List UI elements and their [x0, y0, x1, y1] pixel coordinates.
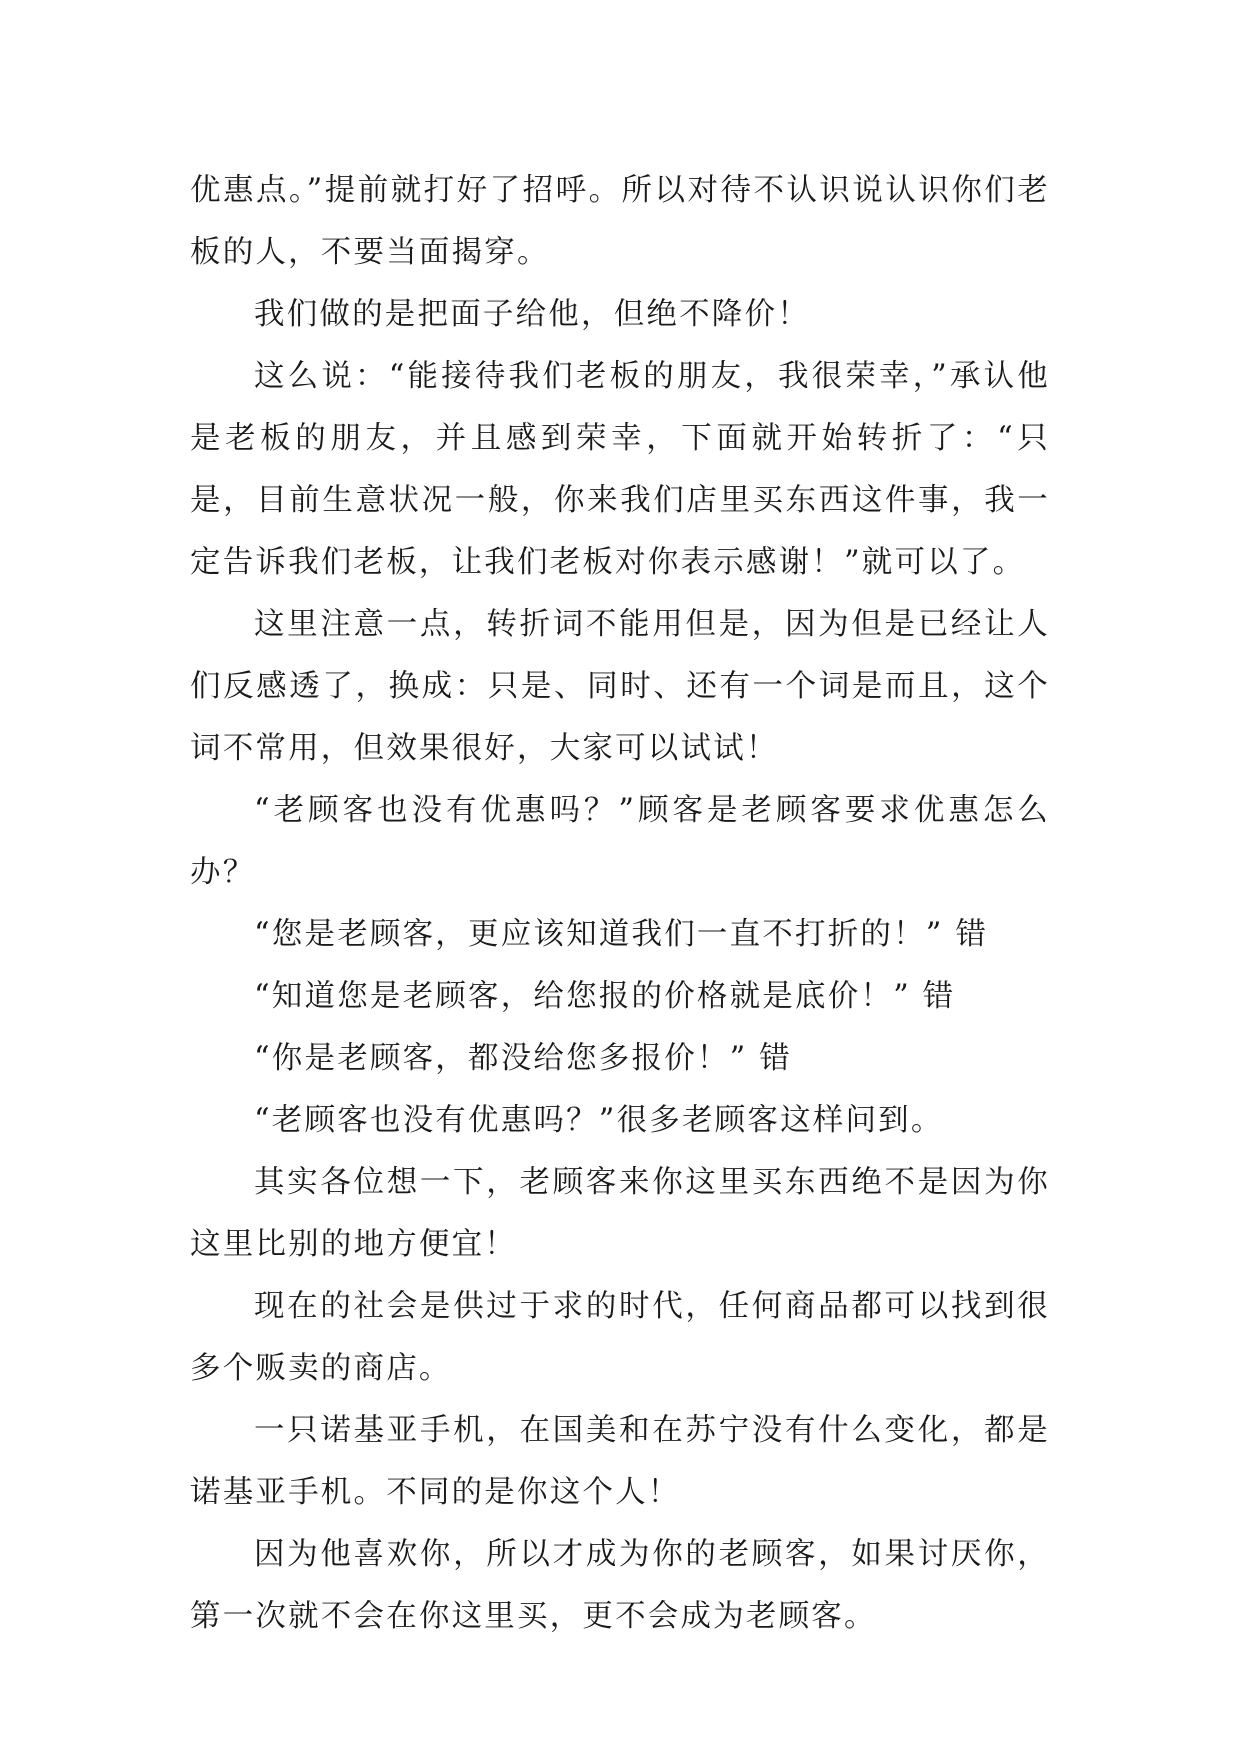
paragraph: 其实各位想一下，老顾客来你这里买东西绝不是因为你这里比别的地方便宜！: [190, 1165, 1050, 1262]
paragraph: “您是老顾客，更应该知道我们一直不打折的！” 错: [254, 917, 989, 952]
paragraph: 我们做的是把面子给他，但绝不降价！: [254, 297, 810, 332]
paragraph: “老顾客也没有优惠吗？”顾客是老顾客要求优惠怎么办？: [190, 793, 1050, 890]
paragraph: 这里注意一点，转折词不能用但是，因为但是已经让人们反感透了，换成：只是、同时、还有一个词是而且，这个词不常用，但效果很好，大家可以试试！: [190, 607, 1050, 766]
paragraph: “知道您是老顾客，给您报的价格就是底价！” 错: [254, 979, 956, 1014]
paragraph: “老顾客也没有优惠吗？”很多老顾客这样问到。: [254, 1103, 944, 1138]
paragraph: 优惠点。”提前就打好了招呼。所以对待不认识说认识你们老板的人，不要当面揭穿。: [190, 173, 1050, 270]
paragraph: 现在的社会是供过于求的时代，任何商品都可以找到很多个贩卖的商店。: [190, 1289, 1050, 1386]
body-text: [190, 160, 1050, 1648]
paragraph: 这么说：“能接待我们老板的朋友，我很荣幸，”承认他是老板的朋友，并且感到荣幸，下面就开始转折了：“只是，目前生意状况一般，你来我们店里买东西这件事，我一定告诉我们老板，让我们老板对你表示感谢！”就可以了。: [190, 359, 1050, 580]
paragraph: “你是老顾客，都没给您多报价！” 错: [254, 1041, 792, 1076]
paragraph: 一只诺基亚手机，在国美和在苏宁没有什么变化，都是诺基亚手机。不同的是你这个人！: [190, 1413, 1050, 1510]
paragraph: 因为他喜欢你，所以才成为你的老顾客，如果讨厌你，第一次就不会在你这里买，更不会成为老顾客。: [190, 1537, 1050, 1634]
